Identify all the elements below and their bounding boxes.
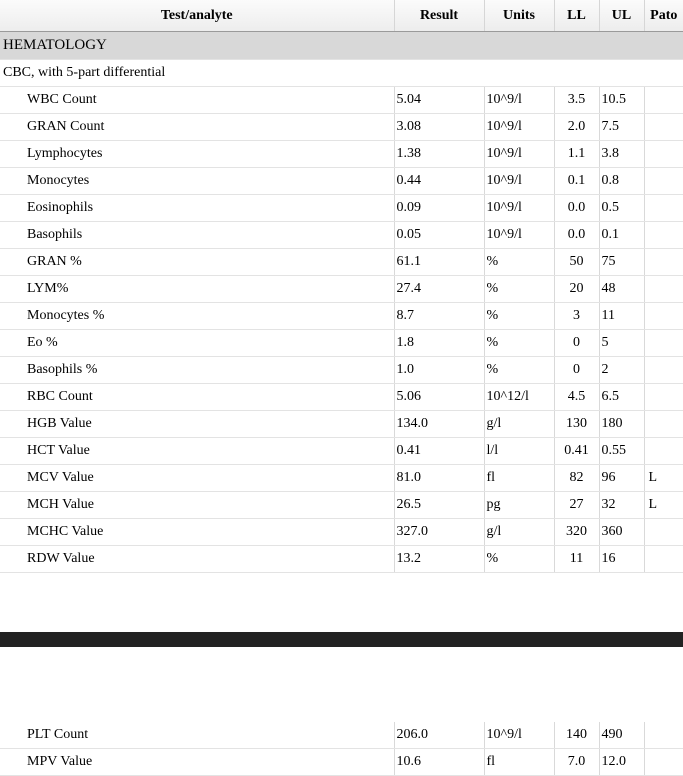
- test-name: MCHC Value: [0, 519, 394, 546]
- table-row: [0, 519, 683, 546]
- upper-limit: 11: [599, 303, 644, 330]
- lower-limit: 0.41: [554, 438, 599, 465]
- lower-limit: 3.5: [554, 87, 599, 114]
- units-value: fl: [484, 749, 554, 776]
- test-name: RBC Count: [0, 384, 394, 411]
- lower-limit: 0: [554, 330, 599, 357]
- result-value: 0.44: [394, 168, 484, 195]
- result-value: 61.1: [394, 249, 484, 276]
- upper-limit: 75: [599, 249, 644, 276]
- result-value: 13.2: [394, 546, 484, 573]
- table-row: [0, 438, 683, 465]
- col-header-result[interactable]: Result: [394, 0, 484, 32]
- units-value: 10^9/l: [484, 114, 554, 141]
- units-value: %: [484, 249, 554, 276]
- result-value: 0.41: [394, 438, 484, 465]
- header-row: [0, 0, 683, 32]
- test-name: MCH Value: [0, 492, 394, 519]
- table-row: [0, 749, 683, 776]
- result-value: 5.04: [394, 87, 484, 114]
- units-value: %: [484, 546, 554, 573]
- upper-limit: 7.5: [599, 114, 644, 141]
- table-row: [0, 546, 683, 573]
- upper-limit: 490: [599, 722, 644, 749]
- pathology-flag: [644, 276, 683, 303]
- result-value: 0.05: [394, 222, 484, 249]
- test-name: RDW Value: [0, 546, 394, 573]
- units-value: 10^9/l: [484, 195, 554, 222]
- table-row: [0, 303, 683, 330]
- lower-limit: 27: [554, 492, 599, 519]
- test-name: LYM%: [0, 276, 394, 303]
- table-row: [0, 722, 683, 749]
- section-row: [0, 32, 683, 60]
- units-value: fl: [484, 465, 554, 492]
- test-name: HGB Value: [0, 411, 394, 438]
- result-value: 8.7: [394, 303, 484, 330]
- result-value: 327.0: [394, 519, 484, 546]
- units-value: 10^9/l: [484, 87, 554, 114]
- pathology-flag: [644, 330, 683, 357]
- table-row: [0, 195, 683, 222]
- upper-limit: 6.5: [599, 384, 644, 411]
- lower-limit: 0.0: [554, 222, 599, 249]
- test-name: MCV Value: [0, 465, 394, 492]
- upper-limit: 12.0: [599, 749, 644, 776]
- units-value: 10^9/l: [484, 168, 554, 195]
- upper-limit: 5: [599, 330, 644, 357]
- upper-limit: 16: [599, 546, 644, 573]
- units-value: 10^9/l: [484, 141, 554, 168]
- test-name: WBC Count: [0, 87, 394, 114]
- pathology-flag: [644, 303, 683, 330]
- lower-limit: 50: [554, 249, 599, 276]
- pathology-flag: [644, 141, 683, 168]
- pathology-flag: [644, 87, 683, 114]
- lower-limit: 130: [554, 411, 599, 438]
- upper-limit: 48: [599, 276, 644, 303]
- pathology-flag: [644, 114, 683, 141]
- result-value: 1.8: [394, 330, 484, 357]
- units-value: l/l: [484, 438, 554, 465]
- result-value: 26.5: [394, 492, 484, 519]
- pathology-flag: [644, 222, 683, 249]
- test-name: MPV Value: [0, 749, 394, 776]
- section-title: HEMATOLOGY: [0, 32, 683, 60]
- test-name: GRAN %: [0, 249, 394, 276]
- upper-limit: 0.55: [599, 438, 644, 465]
- pathology-flag: [644, 249, 683, 276]
- pathology-flag: [644, 384, 683, 411]
- table-row: [0, 276, 683, 303]
- subsection-row: [0, 60, 683, 87]
- pathology-flag: [644, 168, 683, 195]
- page-separator-bar: [0, 632, 683, 647]
- table-row: [0, 249, 683, 276]
- table-row: [0, 384, 683, 411]
- lower-limit: 7.0: [554, 749, 599, 776]
- subsection-title: CBC, with 5-part differential: [0, 60, 683, 87]
- upper-limit: 0.8: [599, 168, 644, 195]
- upper-limit: 2: [599, 357, 644, 384]
- lower-limit: 320: [554, 519, 599, 546]
- result-value: 0.09: [394, 195, 484, 222]
- table-row: [0, 492, 683, 519]
- pathology-flag: [644, 195, 683, 222]
- upper-limit: 360: [599, 519, 644, 546]
- test-name: GRAN Count: [0, 114, 394, 141]
- test-name: PLT Count: [0, 722, 394, 749]
- lower-limit: 0.0: [554, 195, 599, 222]
- test-name: Eosinophils: [0, 195, 394, 222]
- lower-limit: 1.1: [554, 141, 599, 168]
- units-value: 10^9/l: [484, 722, 554, 749]
- units-value: %: [484, 357, 554, 384]
- pathology-flag: [644, 722, 683, 749]
- lower-limit: 140: [554, 722, 599, 749]
- table-row: [0, 141, 683, 168]
- units-value: pg: [484, 492, 554, 519]
- lab-results-table-continued: [0, 722, 683, 776]
- units-value: %: [484, 303, 554, 330]
- test-name: HCT Value: [0, 438, 394, 465]
- lower-limit: 0: [554, 357, 599, 384]
- table-row: [0, 330, 683, 357]
- units-value: %: [484, 330, 554, 357]
- upper-limit: 96: [599, 465, 644, 492]
- table-row: [0, 465, 683, 492]
- test-name: Basophils: [0, 222, 394, 249]
- units-value: %: [484, 276, 554, 303]
- units-value: 10^12/l: [484, 384, 554, 411]
- result-value: 134.0: [394, 411, 484, 438]
- table-row: [0, 168, 683, 195]
- test-name: Basophils %: [0, 357, 394, 384]
- units-value: g/l: [484, 519, 554, 546]
- lower-limit: 3: [554, 303, 599, 330]
- units-value: g/l: [484, 411, 554, 438]
- result-value: 1.38: [394, 141, 484, 168]
- pathology-flag: [644, 749, 683, 776]
- upper-limit: 3.8: [599, 141, 644, 168]
- result-value: 81.0: [394, 465, 484, 492]
- upper-limit: 180: [599, 411, 644, 438]
- test-name: Eo %: [0, 330, 394, 357]
- test-name: Monocytes %: [0, 303, 394, 330]
- lower-limit: 11: [554, 546, 599, 573]
- lower-limit: 2.0: [554, 114, 599, 141]
- pathology-flag: [644, 411, 683, 438]
- pathology-flag: [644, 438, 683, 465]
- upper-limit: 32: [599, 492, 644, 519]
- col-header-units[interactable]: Units: [484, 0, 554, 32]
- result-value: 206.0: [394, 722, 484, 749]
- result-value: 3.08: [394, 114, 484, 141]
- col-header-ll[interactable]: LL: [554, 0, 599, 32]
- lower-limit: 82: [554, 465, 599, 492]
- upper-limit: 10.5: [599, 87, 644, 114]
- col-header-test[interactable]: Test/analyte: [0, 0, 394, 32]
- pathology-flag: [644, 546, 683, 573]
- result-value: 5.06: [394, 384, 484, 411]
- lower-limit: 20: [554, 276, 599, 303]
- upper-limit: 0.1: [599, 222, 644, 249]
- test-name: Monocytes: [0, 168, 394, 195]
- col-header-ul[interactable]: UL: [599, 0, 644, 32]
- lower-limit: 4.5: [554, 384, 599, 411]
- table-row: [0, 411, 683, 438]
- pathology-flag: [644, 357, 683, 384]
- units-value: 10^9/l: [484, 222, 554, 249]
- result-value: 1.0: [394, 357, 484, 384]
- lower-limit: 0.1: [554, 168, 599, 195]
- table-row: [0, 357, 683, 384]
- result-value: 27.4: [394, 276, 484, 303]
- pathology-flag: L: [644, 465, 683, 492]
- upper-limit: 0.5: [599, 195, 644, 222]
- result-value: 10.6: [394, 749, 484, 776]
- test-name: Lymphocytes: [0, 141, 394, 168]
- col-header-pato[interactable]: Pato: [644, 0, 683, 32]
- table-row: [0, 87, 683, 114]
- pathology-flag: [644, 519, 683, 546]
- table-row: [0, 222, 683, 249]
- table-row: [0, 114, 683, 141]
- pathology-flag: L: [644, 492, 683, 519]
